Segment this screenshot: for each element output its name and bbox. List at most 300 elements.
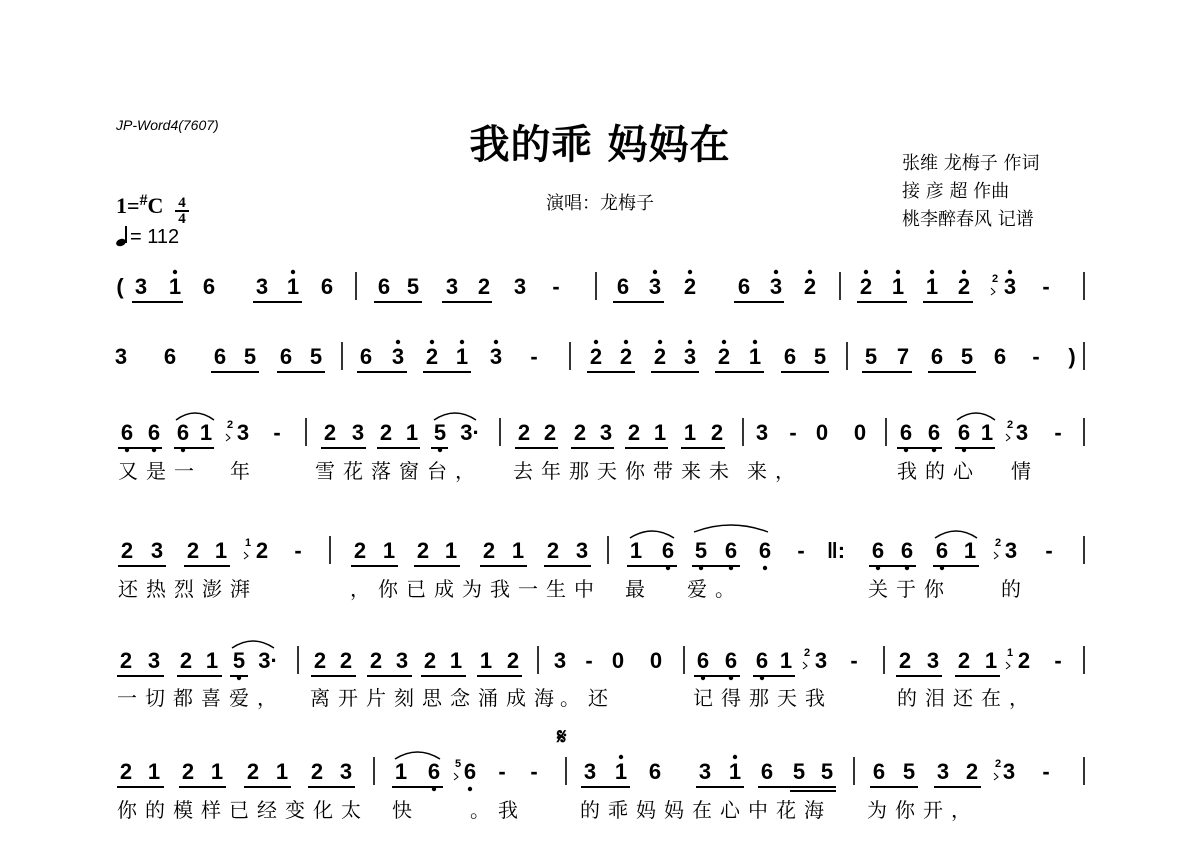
octave-dot-high — [430, 340, 434, 344]
lyric-char: 你 — [924, 577, 944, 601]
lyric-char: 妈 — [664, 798, 684, 822]
lyric-char: 雪 — [315, 459, 335, 483]
score-note: 1 — [449, 648, 463, 673]
lyric-char: 泪 — [925, 686, 945, 710]
score-note: 3 — [583, 759, 597, 784]
lyric-char: 台 — [427, 459, 447, 483]
score-note: 6 — [900, 538, 914, 563]
score-note: 2 — [416, 538, 430, 563]
octave-dot-high — [896, 270, 900, 274]
lyric-char: 我 — [490, 577, 510, 601]
score-note: 6 — [899, 420, 913, 445]
lyric-char: 在 — [692, 798, 712, 822]
octave-dot-high — [291, 270, 295, 274]
grace-note: 2 — [1006, 419, 1014, 431]
score-note: 3 — [755, 420, 769, 445]
lyric-char: 中 — [574, 577, 594, 601]
lyric-char: 心 — [953, 459, 973, 483]
score-note: 3 — [599, 420, 613, 445]
octave-dot-high — [688, 340, 692, 344]
lyric-char: 的 — [145, 798, 165, 822]
score-note: 2 — [120, 538, 134, 563]
score-note: 2 — [546, 538, 560, 563]
score-note: 2 — [119, 759, 133, 784]
score-note: 3 — [395, 648, 409, 673]
score-note: 1 — [984, 648, 998, 673]
score-note: 6 — [213, 344, 227, 369]
score-note: 3 — [513, 274, 527, 299]
score-note: 1 — [199, 420, 213, 445]
octave-dot-high — [173, 270, 177, 274]
lyric-char: 为 — [867, 798, 887, 822]
software-label: JP-Word4(7607) — [116, 117, 219, 133]
lyric-char: ， — [1009, 686, 1029, 710]
dash: - — [498, 759, 506, 784]
score-content — [115, 270, 1084, 822]
score-note: 6 — [758, 538, 772, 563]
score-note: 5 — [792, 759, 806, 784]
score-note: 2 — [957, 648, 971, 673]
dash: - — [585, 648, 593, 673]
singer-line: 演唱：龙梅子 — [546, 193, 654, 214]
score-note: 3 — [936, 759, 950, 784]
lyric-char: 我 — [897, 459, 917, 483]
score-note: 2 — [653, 344, 667, 369]
lyric-char: 那 — [569, 459, 589, 483]
score-note: 1 — [214, 538, 228, 563]
score-note: 2 — [627, 420, 641, 445]
score-note: 1 — [980, 420, 994, 445]
dash: - — [797, 538, 805, 563]
score-note: 6 — [724, 538, 738, 563]
lyric-char: 的 — [925, 459, 945, 483]
score-note: 5 — [960, 344, 974, 369]
lyric-char: 快 — [392, 798, 412, 822]
score-note: 2 — [957, 274, 971, 299]
score-note: 1 — [210, 759, 224, 784]
score-note: 1 — [205, 648, 219, 673]
lyric-char: 又 — [118, 459, 138, 483]
score-note: 3· — [258, 648, 278, 673]
slur-mark — [395, 752, 440, 759]
lyric-char: 还 — [953, 686, 973, 710]
lyric-char: 成 — [506, 686, 526, 710]
score-note: 2 — [543, 420, 557, 445]
score-note: 6 — [661, 538, 675, 563]
score-note: 3 — [150, 538, 164, 563]
score-note: 2 — [803, 274, 817, 299]
score-note: 6 — [648, 759, 662, 784]
lyric-char: 海 — [804, 798, 824, 822]
grace-tail — [244, 552, 248, 559]
lyric-char: 心 — [720, 798, 740, 822]
lyric-char: 你 — [895, 798, 915, 822]
lyric-char: 关 — [868, 577, 888, 601]
lyric-char: ， — [775, 459, 795, 483]
key-sharp: # — [139, 192, 148, 209]
lyric-char: 未 — [709, 459, 729, 483]
dash: - — [1045, 538, 1053, 563]
lyric-char: 花 — [343, 459, 363, 483]
score-note: 6 — [724, 648, 738, 673]
lyric-char: 模 — [173, 798, 193, 822]
score-note: 2 — [379, 420, 393, 445]
octave-dot-low — [468, 787, 472, 791]
grace-tail — [991, 288, 995, 295]
score-note: 6 — [760, 759, 774, 784]
lyric-char: 来 — [681, 459, 701, 483]
lyric-char: 为 — [462, 577, 482, 601]
score-note: 2 — [859, 274, 873, 299]
score-note: 6 — [957, 420, 971, 445]
lyric-char: 中 — [748, 798, 768, 822]
grace-tail — [803, 662, 807, 669]
segno-sign: 𝄋 — [557, 724, 567, 749]
lyric-char: 样 — [201, 798, 221, 822]
grace-tail — [1006, 662, 1010, 669]
lyric-char: 已 — [406, 577, 426, 601]
lyric-char: 你 — [625, 459, 645, 483]
score-note: 2 — [181, 759, 195, 784]
paren-close: ) — [1068, 344, 1076, 369]
score-note: 2 — [573, 420, 587, 445]
lyric-char: 你 — [378, 577, 398, 601]
dash: - — [530, 759, 538, 784]
slur-mark — [935, 531, 977, 538]
score-note: 1 — [963, 538, 977, 563]
slur-mark — [176, 413, 214, 420]
lyric-char: 。 — [470, 798, 490, 822]
lyric-char: 开 — [923, 798, 943, 822]
lyric-char: ， — [951, 798, 971, 822]
lyric-char: 记 — [693, 686, 713, 710]
dash: - — [1032, 344, 1040, 369]
lyric-char: 开 — [338, 686, 358, 710]
score-note: 1 — [394, 759, 408, 784]
lyric-char: 我 — [805, 686, 825, 710]
lyric-char: 妈 — [636, 798, 656, 822]
lyric-char: 你 — [117, 798, 137, 822]
dash: - — [1042, 274, 1050, 299]
score-note: 5 — [902, 759, 916, 784]
lyric-char: 落 — [371, 459, 391, 483]
octave-dot-high — [864, 270, 868, 274]
lyric-char: 带 — [653, 459, 673, 483]
score-note: 2 — [369, 648, 383, 673]
lyric-char: 太 — [341, 798, 361, 822]
octave-dot-high — [619, 755, 623, 759]
lyric-char: 切 — [145, 686, 165, 710]
score-note: 3 — [1002, 759, 1016, 784]
paren-open: ( — [116, 274, 124, 299]
score-note: 0 — [649, 648, 663, 673]
score-note: 2 — [179, 648, 193, 673]
score-note: 2 — [119, 648, 133, 673]
lyric-char: 烈 — [174, 577, 194, 601]
score-note: 6 — [463, 759, 477, 784]
score-note: 6 — [930, 344, 944, 369]
lyric-char: 热 — [146, 577, 166, 601]
lyric-char: 。 — [560, 686, 580, 710]
grace-note: 2 — [991, 273, 999, 285]
octave-dot-high — [962, 270, 966, 274]
score-note: 3 — [769, 274, 783, 299]
repeat-start: ‖: — [826, 538, 846, 563]
score-note: 6 — [927, 420, 941, 445]
score-note: 1 — [382, 538, 396, 563]
lyric-char: 刻 — [394, 686, 414, 710]
lyric-char: ， — [350, 577, 370, 601]
score-note: 2 — [310, 759, 324, 784]
score-note: 6 — [279, 344, 293, 369]
score-note: 3 — [114, 344, 128, 369]
score-note: 2 — [482, 538, 496, 563]
score-note: 6 — [871, 538, 885, 563]
score-note: 2 — [255, 538, 269, 563]
score-note: 3 — [147, 648, 161, 673]
lyric-char: 花 — [776, 798, 796, 822]
score-note: 1 — [479, 648, 493, 673]
score-note: 2 — [710, 420, 724, 445]
score-note: 3 — [236, 420, 250, 445]
dash: - — [850, 648, 858, 673]
score-note: 6 — [616, 274, 630, 299]
octave-dot-high — [733, 755, 737, 759]
score-note: 3 — [698, 759, 712, 784]
octave-dot-high — [396, 340, 400, 344]
grace-note: 1 — [244, 537, 252, 549]
octave-dot-high — [653, 270, 657, 274]
dash: - — [552, 274, 560, 299]
octave-dot-high — [930, 270, 934, 274]
lyric-char: 天 — [597, 459, 617, 483]
grace-note: 1 — [1006, 647, 1014, 659]
octave-dot-high — [1008, 270, 1012, 274]
lyric-char: 年 — [230, 459, 250, 483]
score-note: 3 — [351, 420, 365, 445]
grace-note: 2 — [994, 537, 1002, 549]
lyric-char: 窗 — [399, 459, 419, 483]
score-note: 1 — [286, 274, 300, 299]
score-note: 0 — [815, 420, 829, 445]
score-note: 3 — [134, 274, 148, 299]
octave-dot-high — [624, 340, 628, 344]
octave-dot-high — [658, 340, 662, 344]
slur-mark — [957, 413, 995, 420]
song-title: 我的乖 妈妈在 — [469, 122, 731, 168]
lyric-char: 乖 — [608, 798, 628, 822]
octave-dot-low — [763, 566, 767, 570]
octave-dot-high — [494, 340, 498, 344]
grace-note: 5 — [454, 758, 462, 770]
grace-note: 2 — [226, 419, 234, 431]
lyric-char: 变 — [285, 798, 305, 822]
grace-tail — [454, 773, 458, 780]
lyric-char: 在 — [981, 686, 1001, 710]
lyric-char: 海 — [534, 686, 554, 710]
score-note: 1 — [511, 538, 525, 563]
grace-note: 2 — [994, 758, 1002, 770]
score-note: 2 — [619, 344, 633, 369]
lyric-char: 天 — [777, 686, 797, 710]
score-note: 1 — [275, 759, 289, 784]
dash: - — [1042, 759, 1050, 784]
score-note: 3· — [460, 420, 480, 445]
time-bottom: 4 — [178, 211, 186, 227]
lyric-char: 涌 — [478, 686, 498, 710]
lyric-char: 生 — [546, 577, 566, 601]
score-note: 6 — [147, 420, 161, 445]
lyric-char: 年 — [541, 459, 561, 483]
score-note: 6 — [755, 648, 769, 673]
score-note: 3 — [391, 344, 405, 369]
score-note: 2 — [589, 344, 603, 369]
score-note: 1 — [891, 274, 905, 299]
lyric-char: 爱 — [687, 577, 707, 601]
dash: - — [1054, 420, 1062, 445]
dash: - — [294, 538, 302, 563]
score-note: 2 — [246, 759, 260, 784]
score-note: 3 — [814, 648, 828, 673]
octave-dot-high — [688, 270, 692, 274]
score-note: 1 — [168, 274, 182, 299]
slur-mark — [434, 413, 476, 420]
score-note: 2 — [353, 538, 367, 563]
lyric-char: 一 — [117, 686, 137, 710]
octave-dot-high — [774, 270, 778, 274]
score-note: 3 — [648, 274, 662, 299]
score-note: 2 — [717, 344, 731, 369]
lyric-char: 一 — [174, 459, 194, 483]
octave-dot-high — [594, 340, 598, 344]
grace-tail — [994, 773, 998, 780]
score-note: 6 — [696, 648, 710, 673]
score-note: 1 — [653, 420, 667, 445]
dash: - — [1054, 648, 1062, 673]
score-note: 5 — [864, 344, 878, 369]
score-note: 5 — [309, 344, 323, 369]
lyric-char: 最 — [625, 577, 645, 601]
grace-tail — [1006, 434, 1010, 441]
lyric-char: 的 — [580, 798, 600, 822]
score-note: 1 — [405, 420, 419, 445]
score-note: 1 — [728, 759, 742, 784]
lyric-char: 得 — [721, 686, 741, 710]
score-note: 2 — [339, 648, 353, 673]
lyric-char: 。 — [715, 577, 735, 601]
lyric-char: 去 — [513, 459, 533, 483]
score-note: 1 — [925, 274, 939, 299]
lyric-char: 都 — [173, 686, 193, 710]
composer-credit: 接 彦 超 作曲 — [902, 181, 1010, 202]
lyric-char: ， — [257, 686, 277, 710]
lyric-char: 那 — [749, 686, 769, 710]
score-note: 6 — [320, 274, 334, 299]
lyric-char: 成 — [434, 577, 454, 601]
score-note: 6 — [737, 274, 751, 299]
grace-note: 2 — [803, 647, 811, 659]
grace-tail — [994, 552, 998, 559]
score-note: 3 — [445, 274, 459, 299]
octave-dot-high — [808, 270, 812, 274]
score-note: 2 — [425, 344, 439, 369]
score-note: 5 — [232, 648, 246, 673]
score-note: 5 — [433, 420, 447, 445]
lyric-char: 我 — [498, 798, 518, 822]
score-note: 3 — [683, 344, 697, 369]
lyric-char: 已 — [229, 798, 249, 822]
time-top: 4 — [178, 195, 186, 211]
score-note: 3 — [339, 759, 353, 784]
grace-tail — [226, 434, 230, 441]
score-note: 1 — [147, 759, 161, 784]
score-note: 3 — [255, 274, 269, 299]
score-note: 2 — [898, 648, 912, 673]
score-note: 3 — [1003, 274, 1017, 299]
lyric-char: 来 — [747, 459, 767, 483]
score-note: 1 — [444, 538, 458, 563]
score-note: 2 — [186, 538, 200, 563]
score-note: 3 — [1004, 538, 1018, 563]
score-note: 2 — [965, 759, 979, 784]
score-note: 6 — [783, 344, 797, 369]
score-note: 5 — [243, 344, 257, 369]
slur-mark — [694, 525, 768, 532]
lyric-char: 是 — [146, 459, 166, 483]
score-note: 3 — [553, 648, 567, 673]
lyric-char: 一 — [518, 577, 538, 601]
key-prefix: 1= — [116, 193, 140, 218]
lyric-char: 喜 — [201, 686, 221, 710]
score-note: 3 — [489, 344, 503, 369]
score-note: 1 — [614, 759, 628, 784]
lyric-char: 还 — [118, 577, 138, 601]
lyric-char: 的 — [1001, 577, 1021, 601]
score-note: 0 — [611, 648, 625, 673]
lyric-char: 于 — [896, 577, 916, 601]
score-note: 5 — [813, 344, 827, 369]
score-note: 6 — [176, 420, 190, 445]
score-note: 3 — [575, 538, 589, 563]
score-note: 6 — [202, 274, 216, 299]
score-note: 3 — [926, 648, 940, 673]
octave-dot-high — [753, 340, 757, 344]
tempo-value: = 112 — [130, 226, 180, 248]
score-note: 6 — [427, 759, 441, 784]
lyric-char: ， — [455, 459, 475, 483]
lyric-char: 念 — [450, 686, 470, 710]
lyric-char: 湃 — [230, 577, 250, 601]
lyric-char: 化 — [313, 798, 333, 822]
score-note: 2 — [313, 648, 327, 673]
score-note: 2 — [517, 420, 531, 445]
score-note: 5 — [820, 759, 834, 784]
score-note: 5 — [406, 274, 420, 299]
score-note: 1 — [779, 648, 793, 673]
lyric-char: 离 — [310, 686, 330, 710]
score-note: 0 — [853, 420, 867, 445]
score-note: 2 — [423, 648, 437, 673]
score-note: 1 — [629, 538, 643, 563]
score-note: 2 — [1017, 648, 1031, 673]
lyric-char: 的 — [897, 686, 917, 710]
score-note: 7 — [896, 344, 910, 369]
score-note: 6 — [163, 344, 177, 369]
dash: - — [789, 420, 797, 445]
lyric-char: 片 — [366, 686, 386, 710]
slur-mark — [630, 531, 674, 538]
score-note: 2 — [683, 274, 697, 299]
